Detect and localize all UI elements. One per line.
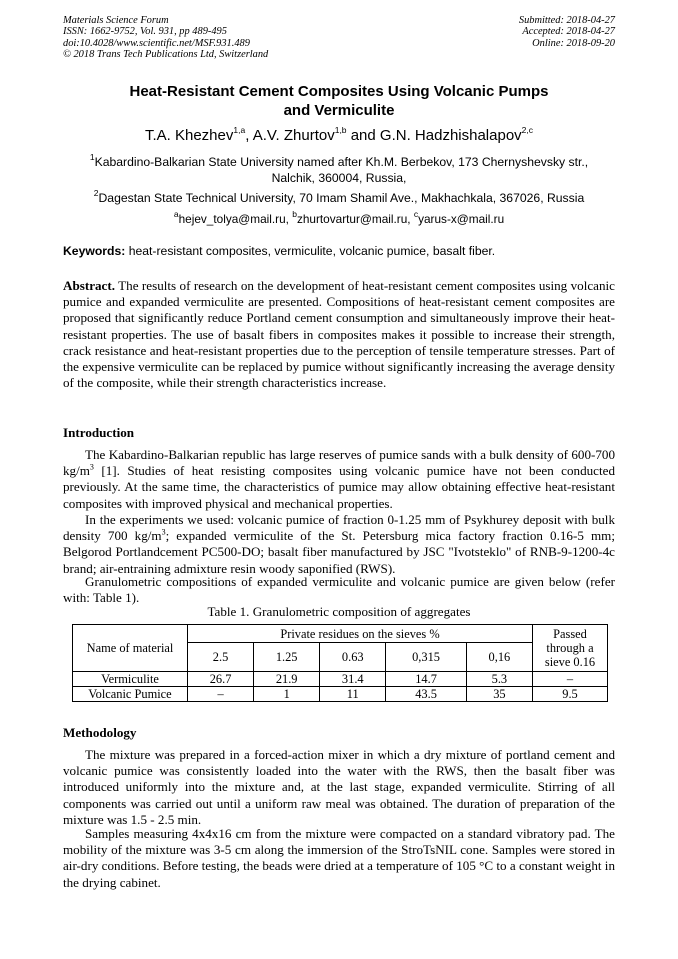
table-cell: 9.5 — [533, 687, 608, 702]
submitted-date: Submitted: 2018-04-27 — [518, 15, 615, 26]
sieve-size: 2.5 — [188, 643, 254, 672]
author-separator: , — [245, 127, 253, 144]
email-c-marker: c — [413, 209, 419, 219]
keywords — [63, 243, 615, 259]
affiliation-2-marker: 2 — [93, 188, 99, 198]
material-name: Vermiculite — [73, 672, 188, 687]
paper-title — [63, 82, 615, 120]
methodology-heading: Methodology — [63, 725, 137, 740]
affiliation-2-text: Dagestan State Technical University, 70 Imam Shamil Ave., Makhachkala, 367026, Russia — [98, 191, 585, 206]
journal-header-right — [519, 15, 615, 49]
table-row — [73, 687, 608, 702]
sieve-size: 1.25 — [254, 643, 320, 672]
table-cell: 43.5 — [386, 687, 466, 702]
intro-p2-text-a: In the experiments we used: volcanic pumice of fraction 0-1.25 mm of Psykhurey deposit with bulk density 700 kg/m — [63, 512, 615, 544]
table-cell: – — [188, 687, 254, 702]
email-a[interactable]: hejev_tolya@mail.ru — [178, 211, 286, 226]
author-3-affil: 2,c — [521, 125, 534, 135]
introduction-heading: Introduction — [63, 425, 135, 440]
sieve-size: 0.63 — [320, 643, 386, 672]
email-list — [63, 208, 615, 227]
author-3: G.N. Hadzhishalapov — [379, 127, 522, 144]
author-and: and — [346, 127, 380, 144]
email-separator: , — [407, 211, 414, 226]
author-2: A.V. Zhurtov — [252, 127, 335, 144]
affiliation-1-text: Kabardino-Balkarian State University named after Kh.M. Berbekov, 173 Chernyshevsky str., Nalchik, 360004, Russia, — [94, 155, 589, 186]
table-row — [73, 672, 608, 687]
table-cell: 5.3 — [466, 672, 532, 687]
title-line-1: Heat-Resistant Cement Composites Using Volcanic Pumps — [129, 83, 549, 100]
table-cell: 1 — [254, 687, 320, 702]
online-date: Online: 2018-09-20 — [532, 37, 615, 49]
table-cell: 11 — [320, 687, 386, 702]
accepted-date: Accepted: 2018-04-27 — [522, 26, 615, 38]
header-material: Name of material — [73, 625, 188, 672]
sieve-size: 0,315 — [386, 643, 466, 672]
issn-line: ISSN: 1662-9752, Vol. 931, pp 489-495 — [63, 26, 227, 38]
table-cell: 14.7 — [386, 672, 466, 687]
title-line-2: and Vermiculite — [283, 102, 395, 119]
methodology-paragraph-1: The mixture was prepared in a forced-action mixer in which a dry mixture of portland cement and volcanic pumice was consistently loaded into the water with the RWS, then the basalt fiber was introduced uniformly into the mixture and, at the last stage, expanded vermiculite. Stirring of all components was carried out until a uniform raw meal was obtained. The duration of preparation of the mixture was 1.5 - 2.5 min. — [63, 747, 615, 827]
sieve-size: 0,16 — [466, 643, 532, 672]
header-residues: Private residues on the sieves % — [188, 625, 533, 643]
table-cell: – — [533, 672, 608, 687]
doi-line[interactable]: doi:10.4028/www.scientific.net/MSF.931.489 — [63, 37, 250, 49]
abstract — [63, 278, 615, 391]
intro-paragraph-2 — [63, 512, 615, 577]
table-cell: 31.4 — [320, 672, 386, 687]
table-header-row — [73, 625, 608, 643]
affiliation-1 — [68, 150, 610, 186]
email-b[interactable]: zhurtovartur@mail.ru — [296, 211, 408, 226]
email-c[interactable]: yarus-x@mail.ru — [418, 211, 505, 226]
table-cell: 35 — [466, 687, 532, 702]
granulometric-table — [72, 624, 608, 702]
abstract-label: Abstract. — [63, 278, 115, 293]
table-cell: 26.7 — [188, 672, 254, 687]
intro-paragraph-3: Granulometric compositions of expanded vermiculite and volcanic pumice are given below (refer with: Table 1). — [63, 574, 615, 606]
intro-paragraph-1 — [63, 447, 615, 512]
email-separator: , — [285, 211, 293, 226]
abstract-text: The results of research on the development of heat-resistant cement composites using volcanic pumice and expanded vermiculite are presented. Compositions of heat-resistant cement composites are proposed that significantly reduce Portland cement consumption and simultaneously improve their heat-resistant properties. The use of basalt fibers in composites makes it possible to increase their strength, crack resistance and heat-resistant properties due to the perception of tensile temperature stresses. Part of the expensive vermiculite can be replaced by pumice without significantly increasing the average density of the composite, while their strength characteristics increase. — [63, 278, 615, 391]
intro-p2-text-b: ; expanded vermiculite of the St. Petersburg mica factory fraction 0.16-5 mm; Belgorod Portlandcement PC500-DO; basalt fiber manufactured by JSC "Ivotsteklo" of RNB-9-1200-4c brand; air-entraining admixture resin woody saponified (RWS). — [63, 528, 615, 576]
table-caption: Table 1. Granulometric composition of aggregates — [207, 604, 471, 619]
keywords-label: Keywords: — [63, 244, 126, 258]
methodology-paragraph-2: Samples measuring 4x4x16 cm from the mixture were compacted on a standard vibratory pad. The mobility of the mixture was 3-5 cm along the immersion of the StroTsNIL cone. Samples were stored in air-dry conditions. Before testing, the beads were dried at a temperature of 105 °C to a constant weight in the drying cabinet. — [63, 826, 615, 890]
author-list — [63, 121, 615, 146]
email-b-marker: b — [292, 209, 297, 219]
email-a-marker: a — [173, 209, 179, 219]
journal-header-left — [63, 15, 268, 60]
material-name: Volcanic Pumice — [73, 687, 188, 702]
affiliation-1-marker: 1 — [89, 152, 95, 162]
author-2-affil: 1,b — [334, 125, 347, 135]
intro-p1-text-a: The Kabardino-Balkarian republic has large reserves of pumice sands with a bulk density of 600-700 kg/m — [63, 447, 615, 479]
keywords-text: heat-resistant composites, vermiculite, volcanic pumice, basalt fiber. — [125, 244, 496, 258]
author-1-affil: 1,a — [233, 125, 246, 135]
intro-p1-superscript: 3 — [89, 462, 94, 472]
intro-p1-text-b: [1]. Studies of heat resisting composites using volcanic pumice have not been conducted previously. At the same time, the characteristics of pumice may allow obtaining effective heat-resistant composites with improved physical and mechanical properties. — [63, 463, 615, 511]
affiliation-2 — [68, 186, 610, 206]
table-cell: 21.9 — [254, 672, 320, 687]
copyright-line: © 2018 Trans Tech Publications Ltd, Switzerland — [63, 48, 269, 60]
intro-p2-superscript: 3 — [161, 527, 166, 537]
journal-name: Materials Science Forum — [63, 15, 169, 26]
header-passed: Passed through a sieve 0.16 — [533, 625, 608, 672]
author-1: T.A. Khezhev — [144, 127, 234, 144]
